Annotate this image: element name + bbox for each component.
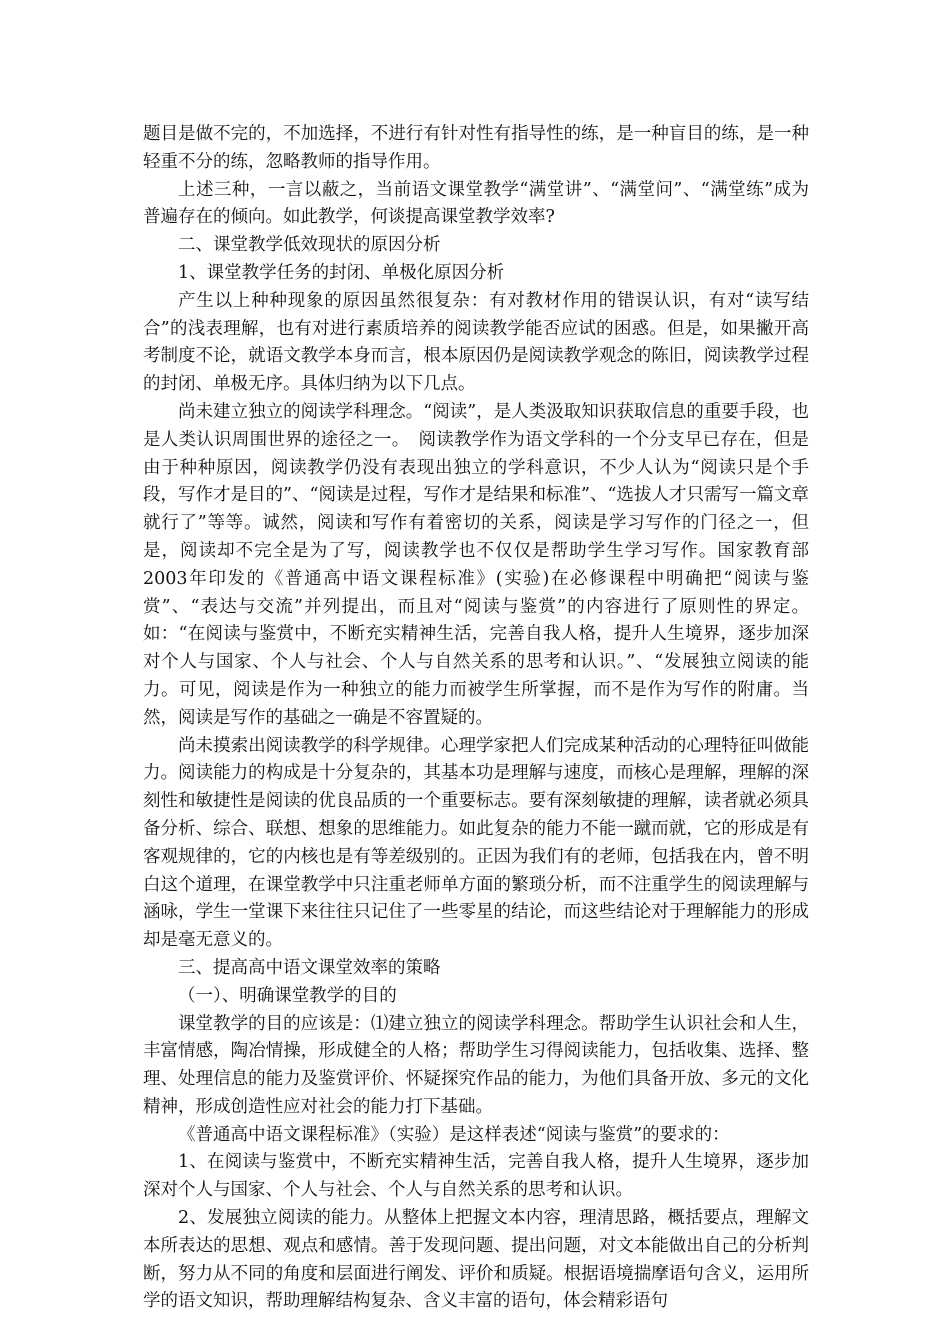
list-item-2: 2、发展独立阅读的能力。从整体上把握文本内容，理清思路，概括要点，理解文本所表达的思想、观点和感情。善于发现问题、提出问题，对文本能做出自己的分析判断，努力从不同的角度和层面进行阐发、评价和质疑。根据语境揣摩语句含义，运用所学的语文知识，帮助理解结构复杂、含义丰富的语句，体会精彩语句 bbox=[143, 1208, 809, 1312]
paragraph-6: 尚未建立独立的阅读学科理念。“阅读”，是人类汲取知识获取信息的重要手段，也是人类认识周围世界的途径之一。 阅读教学作为语文学科的一个分支早已存在，但是由于种种原因，阅读教学仍没有表现出独立的学科意识，不少人认为“阅读只是个手段，写作才是目的”、“阅读是过程，写作才是结果和标准”、“选拔人才只需写一篇文章就行了”等等。诚然，阅读和写作有着密切的关系，阅读是学习写作的门径之一，但是，阅读却不完全是为了写，阅读教学也不仅仅是帮助学生学习写作。国家教育部2003年印发的《普通高中语文课程标准》(实验)在必修课程中明确把“阅读与鉴赏”、“表达与交流”并列提出，而且对“阅读与鉴赏”的内容进行了原则性的界定。如：“在阅读与鉴赏中，不断充实精神生活，完善自我人格，提升人生境界，逐步加深对个人与国家、个人与社会、个人与自然关系的思考和认识。”、“发展独立阅读的能力。可见，阅读是作为一种独立的能力而被学生所掌握，而不是作为写作的附庸。当然，阅读是写作的基础之一确是不容置疑的。 bbox=[143, 401, 809, 728]
paragraph-2: 上述三种，一言以蔽之，当前语文课堂教学“满堂讲”、“满堂问”、“满堂练”成为普遍存在的倾向。如此教学，何谈提高课堂教学效率? bbox=[143, 179, 809, 228]
paragraph-5: 产生以上种种现象的原因虽然很复杂：有对教材作用的错误认识，有对“读写结合”的浅表理解，也有对进行素质培养的阅读教学能否应试的困惑。但是，如果撇开高考制度不论，就语文教学本身而言，根本原因仍是阅读教学观念的陈旧，阅读教学过程的封闭、单极无序。具体归纳为以下几点。 bbox=[143, 290, 809, 395]
subsection-heading-3-1: （一）、明确课堂教学的目的 bbox=[178, 985, 397, 1006]
document-body bbox=[143, 121, 809, 1316]
paragraph-7: 尚未摸索出阅读教学的科学规律。心理学家把人们完成某种活动的心理特征叫做能力。阅读能力的构成是十分复杂的，其基本功是理解与速度，而核心是理解，理解的深刻性和敏捷性是阅读的优良品质的一个重要标志。要有深刻敏捷的理解，读者就必须具备分析、综合、联想、想象的思维能力。如此复杂的能力不能一蹴而就，它的形成是有客观规律的，它的内核也是有等差级别的。正因为我们有的老师，包括我在内，曾不明白这个道理，在课堂教学中只注重老师单方面的繁琐分析，而不注重学生的阅读理解与涵咏，学生一堂课下来往往只记住了一些零星的结论，而这些结论对于理解能力的形成却是毫无意义的。 bbox=[143, 735, 809, 951]
section-heading-2: 二、课堂教学低效现状的原因分析 bbox=[178, 235, 441, 256]
paragraph-10: 课堂教学的目的应该是：⑴建立独立的阅读学科理念。帮助学生认识社会和人生，丰富情感，陶冶情操，形成健全的人格；帮助学生习得阅读能力，包括收集、选择、整理、处理信息的能力及鉴赏评价、怀疑探究作品的能力，为他们具备开放、多元的文化精神，形成创造性应对社会的能力打下基础。 bbox=[143, 1013, 809, 1117]
section-heading-3: 三、提高高中语文课堂效率的策略 bbox=[178, 957, 441, 978]
paragraph-11: 《普通高中语文课程标准》（实验）是这样表述“阅读与鉴赏”的要求的： bbox=[178, 1124, 730, 1145]
list-item-1: 1、在阅读与鉴赏中，不断充实精神生活，完善自我人格，提升人生境界，逐步加深对个人与国家、个人与社会、个人与自然关系的思考和认识。 bbox=[143, 1152, 809, 1201]
subsection-heading-2-1: 1、课堂教学任务的封闭、单极化原因分析 bbox=[178, 262, 505, 283]
paragraph-1: 题目是做不完的，不加选择，不进行有针对性有指导性的练，是一种盲目的练，是一种轻重不分的练，忽略教师的指导作用。 bbox=[143, 124, 809, 172]
